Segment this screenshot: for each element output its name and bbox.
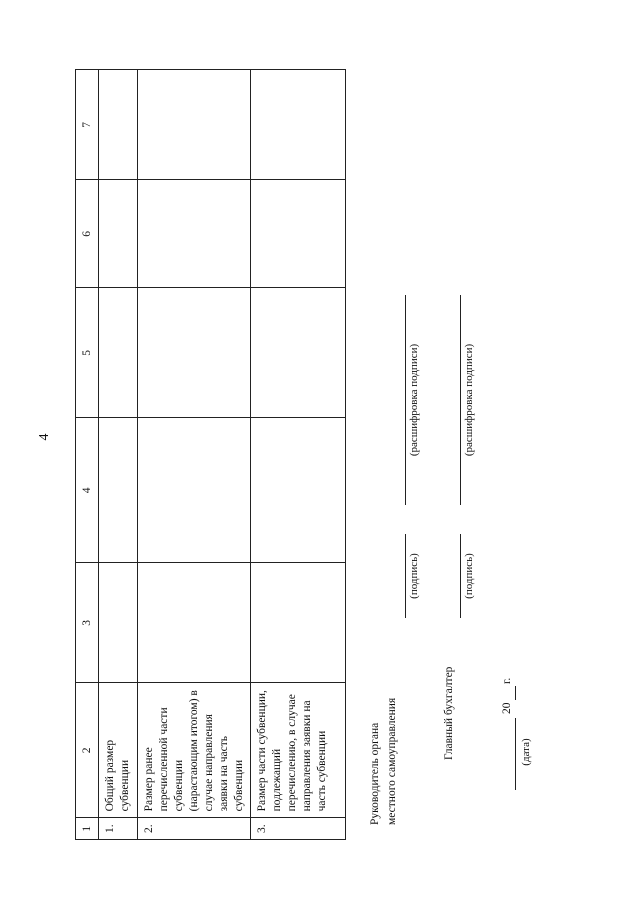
value-cell xyxy=(251,418,346,563)
date-line xyxy=(515,718,516,790)
table-header-row xyxy=(76,70,99,840)
accountant-signature-caption: (подпись) xyxy=(463,553,475,599)
value-cell xyxy=(99,563,138,683)
header-cell: 1 xyxy=(76,818,99,840)
value-cell xyxy=(99,70,138,180)
accountant-label: Главный бухгалтер xyxy=(443,666,455,760)
head-label-line1: Руководитель органа xyxy=(369,722,381,825)
header-cell: 3 xyxy=(76,563,99,683)
header-cell: 5 xyxy=(76,288,99,418)
value-cell xyxy=(251,180,346,288)
row-number: 1. xyxy=(99,818,138,840)
value-cell xyxy=(251,563,346,683)
date-year-prefix: 20 xyxy=(501,702,513,714)
head-decoding-line xyxy=(405,295,406,505)
header-cell: 6 xyxy=(76,180,99,288)
header-cell: 7 xyxy=(76,70,99,180)
value-cell xyxy=(251,70,346,180)
value-cell xyxy=(251,288,346,418)
date-year-line xyxy=(515,686,516,700)
head-signature-line xyxy=(405,534,406,618)
page-number: 4 xyxy=(37,433,52,441)
table-row xyxy=(137,70,251,840)
value-cell xyxy=(99,180,138,288)
row-label: Общий размер субвенции xyxy=(99,683,138,818)
row-number: 3. xyxy=(251,818,346,840)
value-cell xyxy=(137,563,251,683)
value-cell xyxy=(137,418,251,563)
subvention-table xyxy=(75,69,346,840)
head-signature-caption: (подпись) xyxy=(408,553,420,599)
row-label: Размер части субвенции, подлежащий перечислению, в случае направления заявки на часть субвенции xyxy=(251,683,346,818)
row-label: Размер ранее перечисленной части субвенции (нарастающим итогом) в случае направления заявки на часть субвенции xyxy=(137,683,251,818)
header-cell: 2 xyxy=(76,683,99,818)
accountant-decoding-caption: (расшифровка подписи) xyxy=(463,343,475,457)
accountant-decoding-line xyxy=(460,295,461,505)
value-cell xyxy=(99,418,138,563)
value-cell xyxy=(137,288,251,418)
table-row xyxy=(251,70,346,840)
value-cell xyxy=(137,70,251,180)
accountant-signature-line xyxy=(460,534,461,618)
row-number: 2. xyxy=(137,818,251,840)
value-cell xyxy=(99,288,138,418)
table-row xyxy=(99,70,138,840)
header-cell: 4 xyxy=(76,418,99,563)
date-caption: (дата) xyxy=(520,738,532,766)
head-decoding-caption: (расшифровка подписи) xyxy=(408,343,420,457)
head-label-line2: местного самоуправления xyxy=(386,697,398,825)
value-cell xyxy=(137,180,251,288)
date-year-suffix: г. xyxy=(501,677,513,684)
